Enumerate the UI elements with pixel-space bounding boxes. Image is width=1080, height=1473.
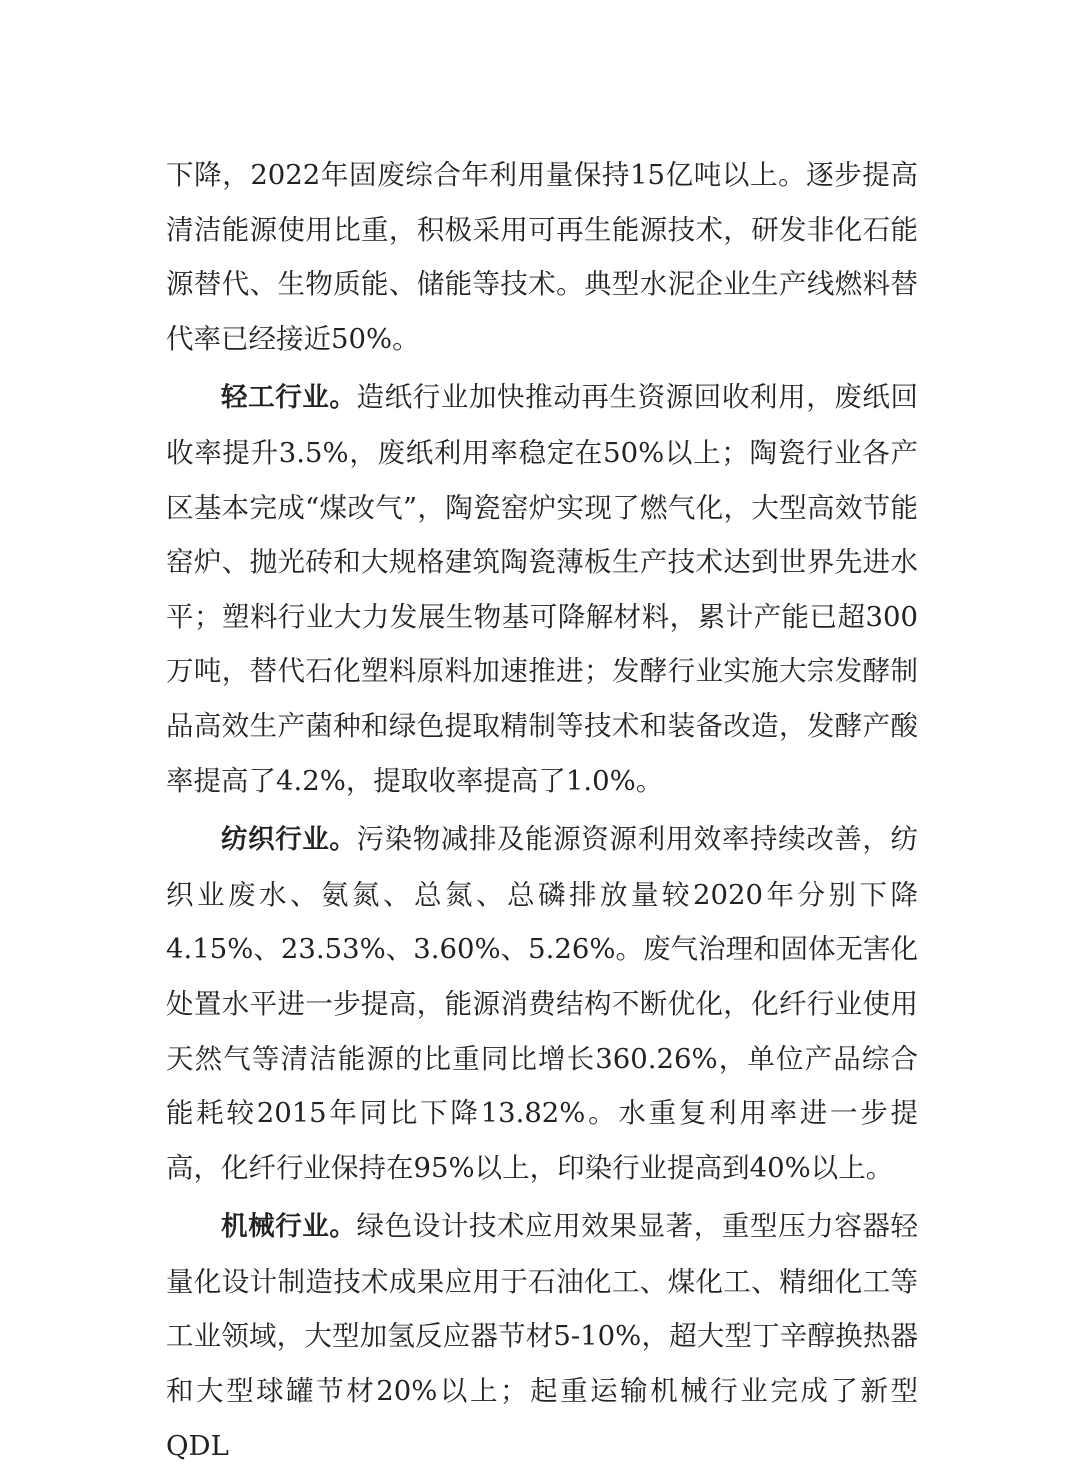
- paragraph-text: 污染物减排及能源资源利用效率持续改善，纺织业废水、氨氮、总氮、总磷排放量较2020年分别下降4.15%、23.53%、3.60%、5.26%。废气治理和固体无害化处置水平进一步提高，能源消费结构不断优化，化纤行业使用天然气等清洁能源的比重同比增长360.26%，单位产品综合能耗较2015年同比下降13.82%。水重复利用率进一步提高，化纤行业保持在95%以上，印染行业提高到40%以上。: [166, 823, 919, 1184]
- paragraph-heading: 轻工行业。: [221, 382, 357, 414]
- document-body: [166, 148, 918, 1473]
- paragraph-light-industry: [166, 370, 918, 808]
- paragraph-text: 下降，2022年固废综合年利用量保持15亿吨以上。逐步提高清洁能源使用比重，积极采用可再生能源技术，研发非化石能源替代、生物质能、储能等技术。典型水泥企业生产线燃料替代率已经接近50%。: [166, 159, 918, 355]
- paragraph-machinery-industry: [166, 1199, 918, 1473]
- paragraph-heading: 机械行业。: [221, 1211, 357, 1243]
- paragraph-textile-industry: [166, 812, 918, 1195]
- paragraph-text: 造纸行业加快推动再生资源回收利用，废纸回收率提升3.5%，废纸利用率稳定在50%以上；陶瓷行业各产区基本完成“煤改气”，陶瓷窑炉实现了燃气化，大型高效节能窑炉、抛光砖和大规格建筑陶瓷薄板生产技术达到世界先进水平；塑料行业大力发展生物基可降解材料，累计产能已超300万吨，替代石化塑料原料加速推进；发酵行业实施大宗发酵制品高效生产菌种和绿色提取精制等技术和装备改造，发酵产酸率提高了4.2%，提取收率提高了1.0%。: [166, 381, 919, 797]
- paragraph-text: 绿色设计技术应用效果显著，重型压力容器轻量化设计制造技术成果应用于石油化工、煤化工、精细化工等工业领域，大型加氢反应器节材5-10%，超大型丁辛醇换热器和大型球罐节材20%以上；起重运输机械行业完成了新型QDL: [166, 1210, 919, 1462]
- paragraph-building-materials-continued: [166, 148, 918, 366]
- paragraph-heading: 纺织行业。: [221, 824, 357, 856]
